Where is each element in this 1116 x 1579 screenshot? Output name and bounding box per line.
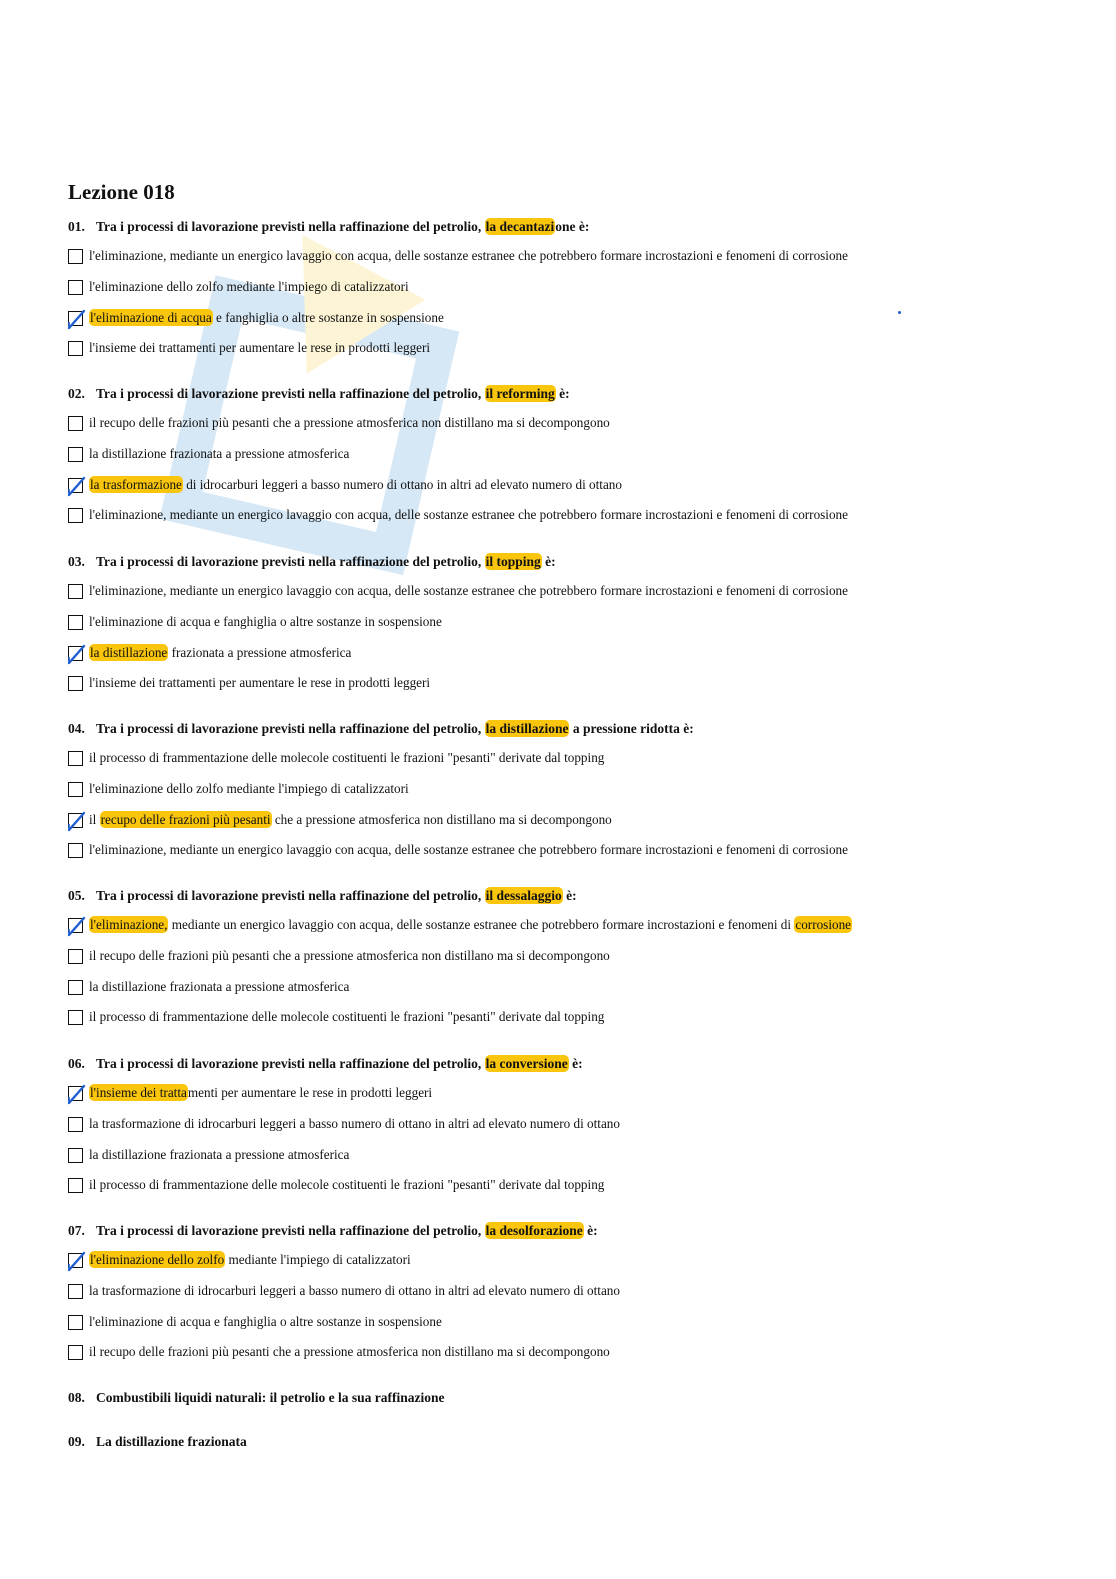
option-body: l'eliminazione, mediante un energico lavaggio con acqua, delle sostanze estranee che potrebbero formare incrostazioni e fenomeni di corrosione: [89, 507, 849, 522]
option-body: la distillazione frazionata a pressione atmosferica: [89, 979, 350, 994]
option-text: [89, 750, 604, 766]
option-text: [89, 1009, 604, 1025]
checkbox-empty-icon[interactable]: [68, 508, 83, 523]
checkbox-empty-icon[interactable]: [68, 1178, 83, 1193]
checkbox-checked-icon[interactable]: [68, 813, 83, 828]
option-highlight: la trasformazione: [90, 477, 182, 492]
checkbox-empty-icon[interactable]: [68, 843, 83, 858]
option-highlight: la distillazione: [90, 645, 168, 660]
checkbox-empty-icon[interactable]: [68, 416, 83, 431]
question-heading: [68, 1434, 247, 1450]
option-text: [89, 248, 848, 264]
option-highlight: corrosione: [795, 917, 852, 932]
question-highlight: il dessalaggio: [485, 888, 562, 903]
question-highlight: il reforming: [485, 386, 555, 401]
option-highlight: l'eliminazione dello zolfo: [90, 1252, 225, 1267]
option-body: e fanghiglia o altre sostanze in sospensione: [212, 310, 444, 325]
question-text-end: a pressione ridotta è:: [569, 721, 694, 736]
option-body: il processo di frammentazione delle molecole costituenti le frazioni "pesanti" derivate dal topping: [89, 1177, 605, 1192]
checkbox-empty-icon[interactable]: [68, 615, 83, 630]
question-number: 07.: [68, 1223, 85, 1238]
option-text: [89, 812, 612, 828]
question-heading: [68, 1056, 583, 1072]
question-highlight: la desolforazione: [485, 1223, 583, 1238]
question-highlight: il topping: [485, 554, 541, 569]
option-body: frazionata a pressione atmosferica: [168, 645, 352, 660]
question-number: 04.: [68, 721, 85, 736]
checkbox-empty-icon[interactable]: [68, 1315, 83, 1330]
option-body: l'eliminazione, mediante un energico lavaggio con acqua, delle sostanze estranee che potrebbero formare incrostazioni e fenomeni di corrosione: [89, 583, 849, 598]
option-body: di idrocarburi leggeri a basso numero di ottano in altri ad elevato numero di ottano: [182, 477, 622, 492]
option-text: [89, 1116, 620, 1132]
question-text: Combustibili liquidi naturali: il petrolio e la sua raffinazione: [96, 1390, 445, 1405]
option-text: [89, 1085, 432, 1101]
checkbox-empty-icon[interactable]: [68, 1148, 83, 1163]
option-highlight: l'insieme dei tratta: [90, 1085, 187, 1100]
option-body: la trasformazione di idrocarburi leggeri a basso numero di ottano in altri ad elevato numero di ottano: [89, 1283, 620, 1298]
question-number: 09.: [68, 1434, 85, 1449]
option-text: [89, 583, 848, 599]
option-body: il recupo delle frazioni più pesanti che a pressione atmosferica non distillano ma si decompongono: [89, 948, 610, 963]
checkbox-empty-icon[interactable]: [68, 980, 83, 995]
checkbox-checked-icon[interactable]: [68, 1253, 83, 1268]
option-body: la trasformazione di idrocarburi leggeri a basso numero di ottano in altri ad elevato numero di ottano: [89, 1116, 620, 1131]
option-text: [89, 1252, 411, 1268]
option-text: [89, 1283, 620, 1299]
question-heading: [68, 554, 556, 570]
option-text: [89, 310, 444, 326]
question-text: Tra i processi di lavorazione previsti nella raffinazione del petrolio,: [96, 1223, 482, 1238]
option-body: il processo di frammentazione delle molecole costituenti le frazioni "pesanti" derivate dal topping: [89, 750, 605, 765]
question-text: La distillazione frazionata: [96, 1434, 247, 1449]
checkbox-empty-icon[interactable]: [68, 1345, 83, 1360]
question-text: Tra i processi di lavorazione previsti nella raffinazione del petrolio,: [96, 721, 482, 736]
checkbox-empty-icon[interactable]: [68, 249, 83, 264]
option-text: [89, 917, 852, 933]
question-number: 01.: [68, 219, 85, 234]
question-text-end: è:: [583, 1223, 598, 1238]
question-heading: [68, 888, 577, 904]
checkbox-empty-icon[interactable]: [68, 751, 83, 766]
question-text: Tra i processi di lavorazione previsti nella raffinazione del petrolio,: [96, 1056, 482, 1071]
checkbox-empty-icon[interactable]: [68, 949, 83, 964]
option-body: il recupo delle frazioni più pesanti che a pressione atmosferica non distillano ma si decompongono: [89, 1344, 610, 1359]
question-text-end: è:: [555, 386, 570, 401]
option-body: l'eliminazione di acqua e fanghiglia o altre sostanze in sospensione: [89, 614, 442, 629]
option-text: [89, 1314, 442, 1330]
option-body: la distillazione frazionata a pressione atmosferica: [89, 446, 350, 461]
checkbox-checked-icon[interactable]: [68, 918, 83, 933]
option-text: [89, 446, 349, 462]
question-heading: [68, 1223, 598, 1239]
option-text: [89, 979, 349, 995]
question-number: 02.: [68, 386, 85, 401]
option-body: mediante un energico lavaggio con acqua, delle sostanze estranee che potrebbero formare incrostazioni e fenomeni di: [168, 917, 795, 932]
question-number: 06.: [68, 1056, 85, 1071]
question-text: Tra i processi di lavorazione previsti nella raffinazione del petrolio,: [96, 554, 482, 569]
question-text: Tra i processi di lavorazione previsti nella raffinazione del petrolio,: [96, 386, 482, 401]
option-body: l'eliminazione, mediante un energico lavaggio con acqua, delle sostanze estranee che potrebbero formare incrostazioni e fenomeni di corrosione: [89, 248, 849, 263]
question-highlight: la decantazi: [485, 219, 555, 234]
option-highlight: l'eliminazione,: [90, 917, 168, 932]
option-highlight: l'eliminazione di acqua: [90, 310, 212, 325]
checkbox-empty-icon[interactable]: [68, 676, 83, 691]
checkbox-empty-icon[interactable]: [68, 1010, 83, 1025]
option-text: [89, 948, 610, 964]
option-body: l'eliminazione di acqua e fanghiglia o altre sostanze in sospensione: [89, 1314, 442, 1329]
option-text: [89, 340, 430, 356]
option-text: [89, 507, 848, 523]
option-body: l'insieme dei trattamenti per aumentare le rese in prodotti leggeri: [89, 340, 431, 355]
option-body: la distillazione frazionata a pressione atmosferica: [89, 1147, 350, 1162]
question-highlight: la conversione: [485, 1056, 568, 1071]
checkbox-checked-icon[interactable]: [68, 646, 83, 661]
question-text-end: one è:: [555, 219, 590, 234]
question-text-end: è:: [541, 554, 556, 569]
checkbox-checked-icon[interactable]: [68, 478, 83, 493]
checkbox-empty-icon[interactable]: [68, 584, 83, 599]
option-body: mediante l'impiego di catalizzatori: [225, 1252, 411, 1267]
question-number: 03.: [68, 554, 85, 569]
question-heading: [68, 219, 589, 235]
stray-dot: [898, 311, 901, 314]
option-text: [89, 1147, 349, 1163]
option-text: [89, 415, 610, 431]
option-body: il recupo delle frazioni più pesanti che a pressione atmosferica non distillano ma si decompongono: [89, 415, 610, 430]
question-number: 08.: [68, 1390, 85, 1405]
option-body: che a pressione atmosferica non distillano ma si decompongono: [271, 812, 612, 827]
option-body: l'eliminazione dello zolfo mediante l'impiego di catalizzatori: [89, 279, 409, 294]
option-body: l'insieme dei trattamenti per aumentare le rese in prodotti leggeri: [89, 675, 431, 690]
checkbox-checked-icon[interactable]: [68, 1086, 83, 1101]
option-body: l'eliminazione, mediante un energico lavaggio con acqua, delle sostanze estranee che potrebbero formare incrostazioni e fenomeni di corrosione: [89, 842, 849, 857]
option-body: l'eliminazione dello zolfo mediante l'impiego di catalizzatori: [89, 781, 409, 796]
checkbox-empty-icon[interactable]: [68, 280, 83, 295]
option-highlight: recupo delle frazioni più pesanti: [100, 812, 271, 827]
option-body: menti per aumentare le rese in prodotti leggeri: [187, 1085, 433, 1100]
option-text: [89, 614, 442, 630]
checkbox-empty-icon[interactable]: [68, 447, 83, 462]
option-text: [89, 477, 622, 493]
option-text: [89, 1344, 610, 1360]
checkbox-empty-icon[interactable]: [68, 1117, 83, 1132]
checkbox-empty-icon[interactable]: [68, 1284, 83, 1299]
question-number: 05.: [68, 888, 85, 903]
option-text: [89, 279, 409, 295]
option-text: [89, 842, 848, 858]
checkbox-empty-icon[interactable]: [68, 341, 83, 356]
question-heading: [68, 1390, 445, 1406]
option-text: [89, 781, 409, 797]
question-text: Tra i processi di lavorazione previsti nella raffinazione del petrolio,: [96, 888, 482, 903]
question-heading: [68, 721, 694, 737]
checkbox-checked-icon[interactable]: [68, 311, 83, 326]
option-body: il processo di frammentazione delle molecole costituenti le frazioni "pesanti" derivate dal topping: [89, 1009, 605, 1024]
option-prefix: il: [89, 812, 100, 827]
question-text-end: è:: [562, 888, 577, 903]
question-text-end: è:: [568, 1056, 583, 1071]
option-text: [89, 1177, 604, 1193]
question-highlight: la distillazione: [485, 721, 569, 736]
lesson-title: Lezione 018: [68, 180, 175, 204]
question-text: Tra i processi di lavorazione previsti nella raffinazione del petrolio,: [96, 219, 482, 234]
option-text: [89, 645, 351, 661]
question-heading: [68, 386, 570, 402]
checkbox-empty-icon[interactable]: [68, 782, 83, 797]
option-text: [89, 675, 430, 691]
